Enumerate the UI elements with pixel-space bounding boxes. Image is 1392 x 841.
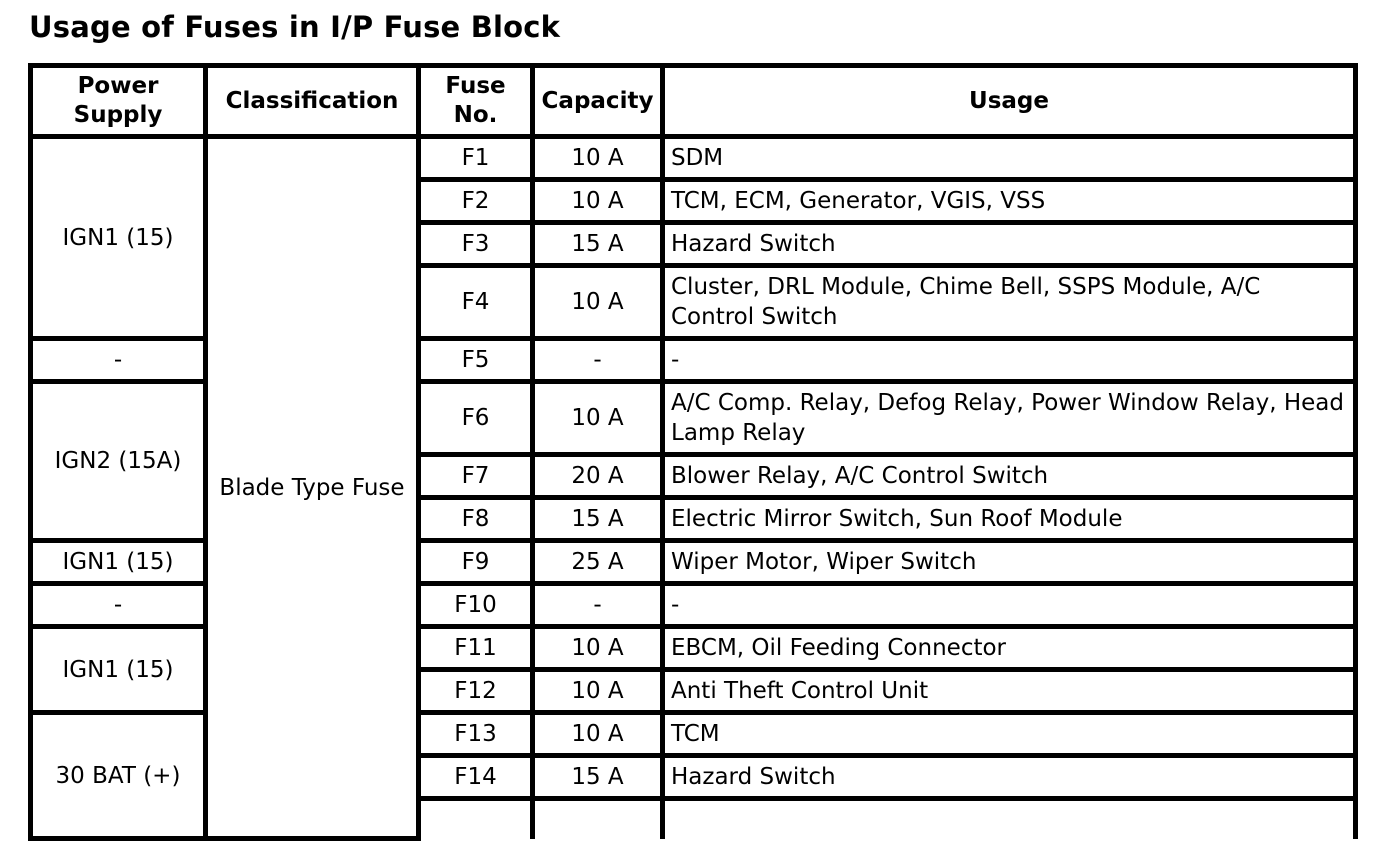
fuse-number-cell: F7 [419, 455, 533, 498]
header-power-supply: Power Supply [31, 66, 206, 137]
power-supply-cell: - [31, 584, 206, 627]
fuse-number-cell: F1 [419, 137, 533, 180]
capacity-cell: 10 A [533, 627, 663, 670]
power-supply-cell: IGN2 (15A) [31, 382, 206, 541]
fuse-number-cell: F4 [419, 266, 533, 339]
fuse-number-cell: F11 [419, 627, 533, 670]
header-usage: Usage [663, 66, 1356, 137]
power-supply-cell: IGN1 (15) [31, 137, 206, 339]
fuse-number-cell: F2 [419, 180, 533, 223]
header-capacity: Capacity [533, 66, 663, 137]
usage-cell: Hazard Switch [663, 756, 1356, 799]
usage-cell: Electric Mirror Switch, Sun Roof Module [663, 498, 1356, 541]
power-supply-cell: 30 BAT (+) [31, 713, 206, 839]
fuse-number-cell [419, 799, 533, 839]
power-supply-cell: IGN1 (15) [31, 627, 206, 713]
header-fuse-no: Fuse No. [419, 66, 533, 137]
power-supply-cell: - [31, 339, 206, 382]
usage-cell: TCM, ECM, Generator, VGIS, VSS [663, 180, 1356, 223]
capacity-cell: 25 A [533, 541, 663, 584]
capacity-cell: 10 A [533, 713, 663, 756]
usage-cell: A/C Comp. Relay, Defog Relay, Power Window Relay, Head Lamp Relay [663, 382, 1356, 455]
usage-cell: Cluster, DRL Module, Chime Bell, SSPS Module, A/C Control Switch [663, 266, 1356, 339]
power-supply-cell: IGN1 (15) [31, 541, 206, 584]
capacity-cell: - [533, 584, 663, 627]
capacity-cell: 15 A [533, 756, 663, 799]
capacity-cell: 10 A [533, 137, 663, 180]
capacity-cell: 15 A [533, 223, 663, 266]
fuse-number-cell: F8 [419, 498, 533, 541]
usage-cell: Anti Theft Control Unit [663, 670, 1356, 713]
fuse-number-cell: F9 [419, 541, 533, 584]
usage-cell: Wiper Motor, Wiper Switch [663, 541, 1356, 584]
usage-cell [663, 799, 1356, 839]
capacity-cell: 10 A [533, 266, 663, 339]
table-row [31, 137, 1356, 180]
capacity-cell: 10 A [533, 382, 663, 455]
usage-cell: TCM [663, 713, 1356, 756]
capacity-cell: 20 A [533, 455, 663, 498]
capacity-cell: 15 A [533, 498, 663, 541]
capacity-cell: 10 A [533, 180, 663, 223]
fuse-number-cell: F3 [419, 223, 533, 266]
header-classification: Classification [206, 66, 419, 137]
fuse-number-cell: F5 [419, 339, 533, 382]
fuse-usage-table [28, 63, 1358, 841]
usage-cell: Blower Relay, A/C Control Switch [663, 455, 1356, 498]
fuse-number-cell: F12 [419, 670, 533, 713]
classification-cell: Blade Type Fuse [206, 137, 419, 839]
usage-cell: SDM [663, 137, 1356, 180]
fuse-number-cell: F14 [419, 756, 533, 799]
capacity-cell: 10 A [533, 670, 663, 713]
usage-cell: - [663, 584, 1356, 627]
fuse-number-cell: F10 [419, 584, 533, 627]
capacity-cell [533, 799, 663, 839]
usage-cell: Hazard Switch [663, 223, 1356, 266]
table-header-row [31, 66, 1356, 137]
fuse-number-cell: F6 [419, 382, 533, 455]
capacity-cell: - [533, 339, 663, 382]
fuse-number-cell: F13 [419, 713, 533, 756]
usage-cell: - [663, 339, 1356, 382]
usage-cell: EBCM, Oil Feeding Connector [663, 627, 1356, 670]
document-title: Usage of Fuses in I/P Fuse Block [29, 10, 561, 44]
